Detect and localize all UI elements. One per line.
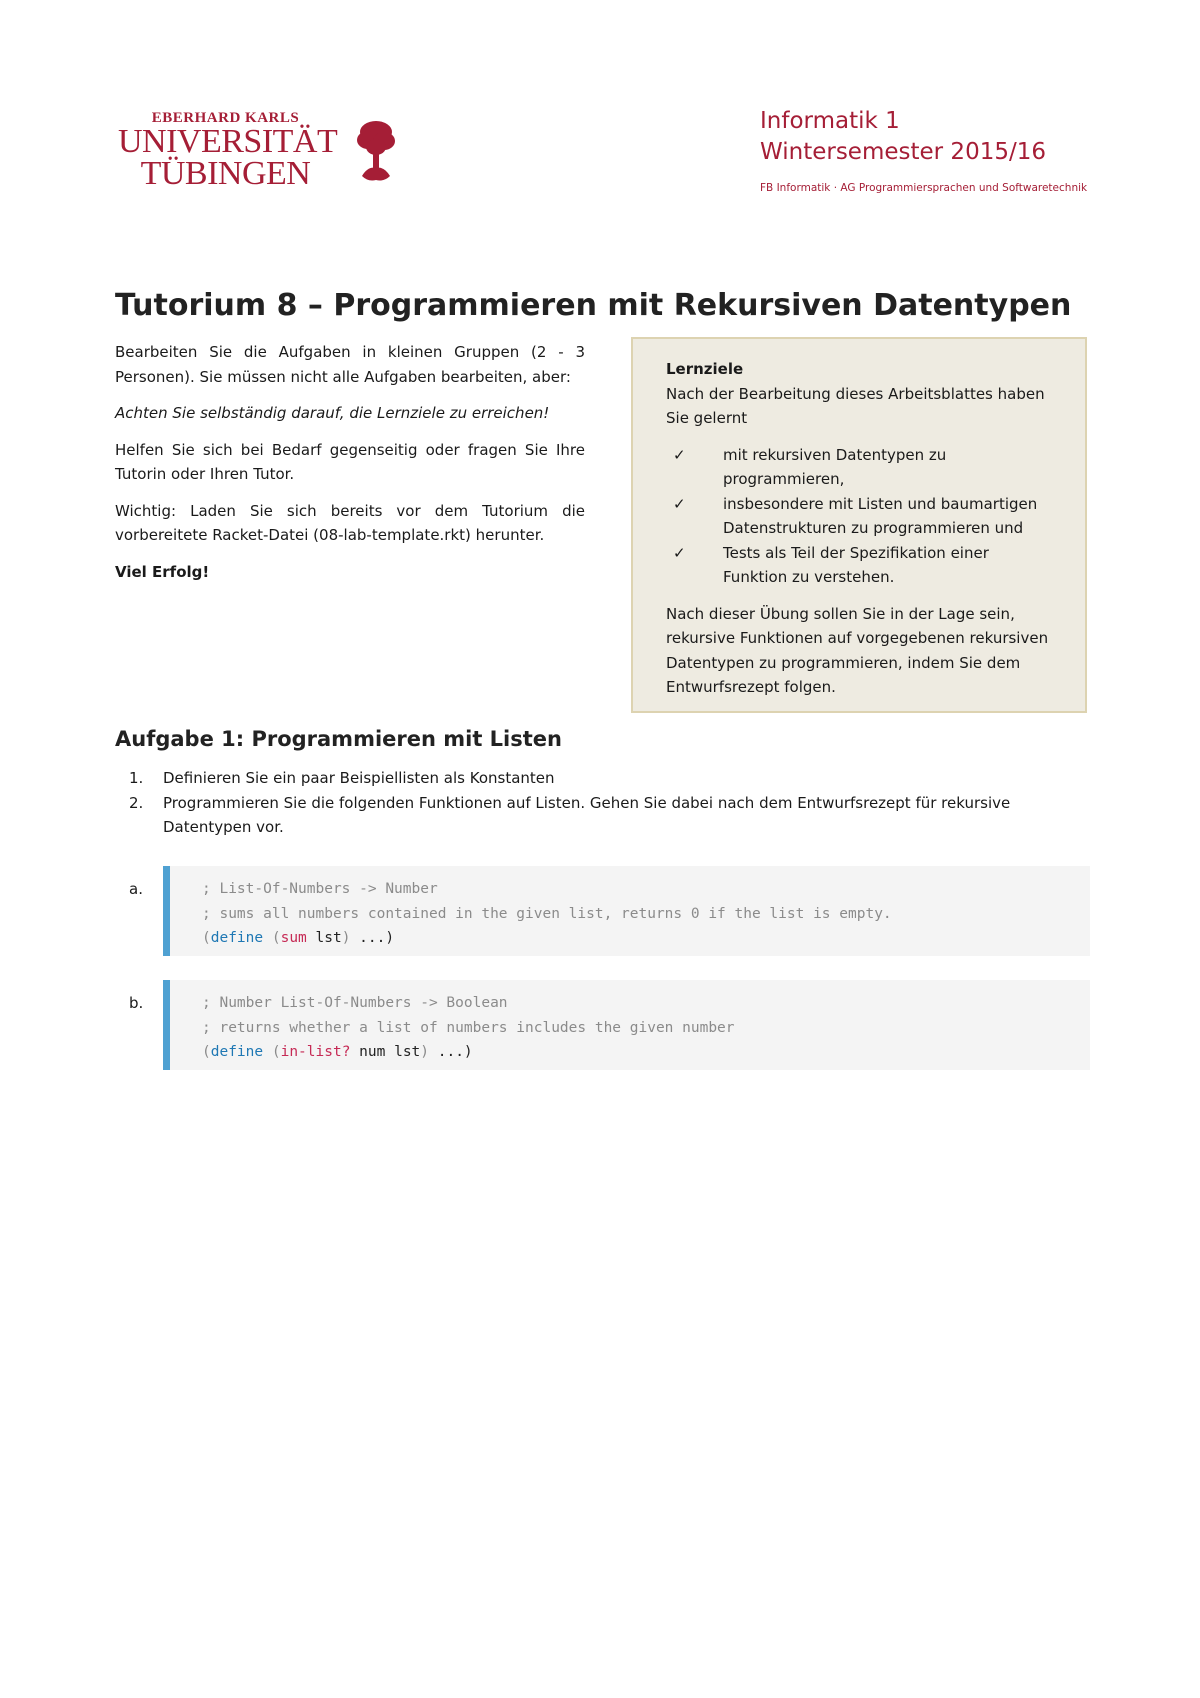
list-item (115, 766, 1055, 791)
checkmark-icon: ✓ (673, 494, 686, 513)
lernziele-intro: Nach der Bearbeitung dieses Arbeitsblattes haben Sie gelernt (666, 384, 1045, 427)
lernziele-outro: Nach dieser Übung sollen Sie in der Lage sein, rekursive Funktionen auf vorgegebenen rekursiven Datentypen zu programmieren, indem Sie dem Entwurfsrezept folgen. (666, 604, 1049, 696)
university-wordmark (118, 110, 338, 192)
code-function-name: in-list? (280, 1044, 351, 1060)
code-block-in-list (163, 980, 1090, 1070)
step-text: Programmieren Sie die folgenden Funktionen auf Listen. Gehen Sie dabei nach dem Entwurfsrezept für rekursive Datentypen vor. (163, 793, 1011, 836)
page-title: Tutorium 8 – Programmieren mit Rekursiven Datentypen (115, 288, 1072, 323)
code-label: a. (129, 880, 143, 898)
intro-section (115, 340, 585, 596)
list-item (115, 791, 1055, 840)
list-item (666, 492, 1053, 541)
aufgabe-1-heading: Aufgabe 1: Programmieren mit Listen (115, 727, 562, 751)
code-function-name: sum (280, 930, 307, 946)
intro-paragraph-4: Wichtig: Laden Sie sich bereits vor dem Tutorium die vorbereitete Racket-Datei (08-lab-template.rkt) herunter. (115, 501, 585, 544)
intro-emphasis: Achten Sie selbständig darauf, die Lernziele zu erreichen! (115, 404, 550, 422)
step-number: 1. (129, 769, 144, 787)
lernziele-box (631, 337, 1087, 713)
step-number: 2. (129, 793, 144, 812)
code-comment: ; Number List-Of-Numbers -> Boolean (202, 995, 508, 1011)
checkmark-icon: ✓ (673, 445, 686, 464)
code-rest: ...) (350, 930, 395, 946)
code-paren: ( (202, 930, 211, 946)
intro-paragraph-1: Bearbeiten Sie die Aufgaben in kleinen Gruppen (2 - 3 Personen). Sie müssen nicht alle Aufgaben bearbeiten, aber: (115, 343, 585, 386)
department: FB Informatik · AG Programmiersprachen und Softwaretechnik (760, 182, 1088, 194)
code-paren: ) (420, 1044, 430, 1060)
code-paren: ( (271, 1044, 281, 1060)
list-item (666, 443, 1053, 492)
course-header (760, 106, 1087, 194)
list-item (666, 541, 1053, 590)
university-logo (118, 110, 408, 190)
code-label: b. (129, 994, 144, 1012)
lernziel-text: insbesondere mit Listen und baumartigen Datenstrukturen zu programmieren und (723, 494, 1038, 537)
course-name: Informatik 1 (760, 108, 900, 134)
code-paren: ( (202, 1044, 211, 1060)
checkmark-icon: ✓ (673, 543, 686, 562)
lernziel-text: mit rekursiven Datentypen zu programmieren, (723, 445, 947, 488)
wordmark-line-1: EBERHARD KARLS (151, 110, 300, 126)
lernziele-title: Lernziele (666, 360, 744, 378)
intro-closing: Viel Erfolg! (115, 562, 210, 581)
step-text: Definieren Sie ein paar Beispiellisten als Konstanten (163, 769, 555, 787)
code-args: lst (306, 930, 342, 946)
aufgabe-1-steps (115, 766, 1055, 840)
code-comment: ; sums all numbers contained in the given list, returns 0 if the list is empty. (202, 905, 892, 922)
wordmark-line-2: UNIVERSITÄT (118, 123, 338, 160)
code-item-a (115, 866, 1090, 956)
intro-paragraph-3: Helfen Sie sich bei Bedarf gegenseitig oder fragen Sie Ihre Tutorin oder Ihren Tutor. (115, 440, 585, 483)
code-item-b (115, 980, 1090, 1070)
semester: Wintersemester 2015/16 (760, 139, 1046, 165)
code-paren: ( (271, 930, 281, 946)
lernziele-list (666, 443, 1053, 590)
code-comment: ; List-Of-Numbers -> Number (202, 881, 438, 897)
code-keyword: define (210, 1044, 264, 1060)
code-rest: ...) (429, 1044, 473, 1060)
palm-tree-icon (354, 116, 398, 186)
lernziel-text: Tests als Teil der Spezifikation einer Funktion zu verstehen. (723, 543, 989, 586)
code-block-sum (163, 866, 1090, 956)
code-comment: ; returns whether a list of numbers includes the given number (202, 1019, 735, 1036)
code-args: num lst (350, 1044, 421, 1060)
wordmark-line-3: TÜBINGEN (140, 155, 311, 192)
code-paren: ) (341, 930, 351, 946)
code-keyword: define (210, 930, 264, 946)
